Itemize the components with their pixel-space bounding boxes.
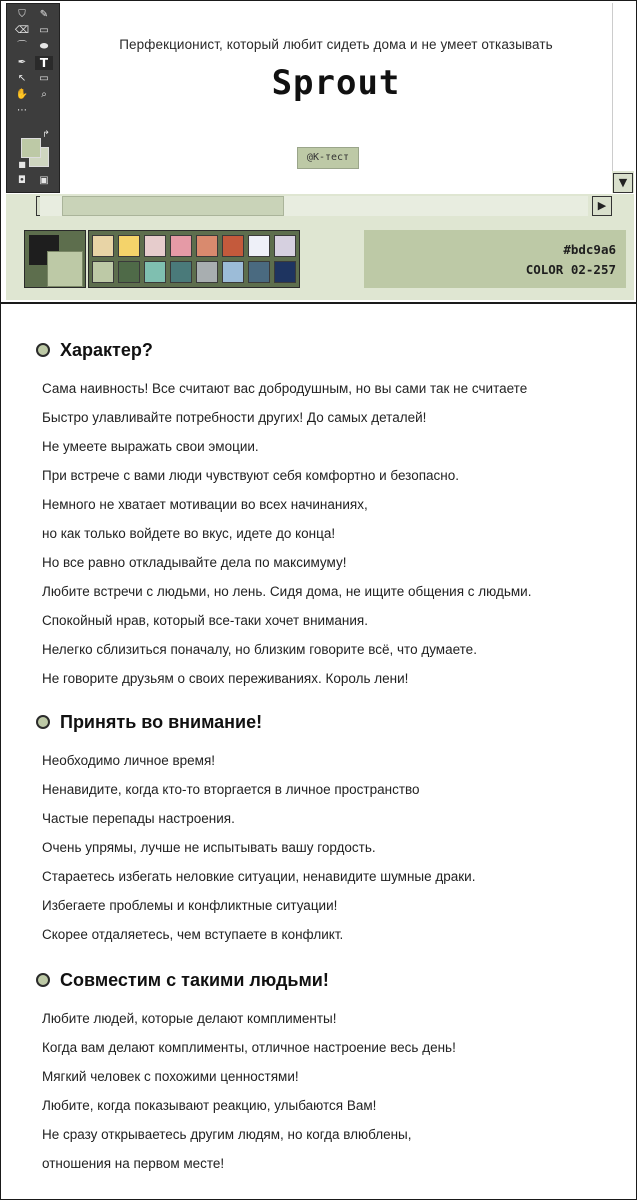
rect-icon[interactable]: ▭: [39, 73, 49, 84]
text-line: Необходимо личное время!: [42, 753, 216, 768]
color-swatch[interactable]: [248, 235, 270, 257]
section-lines: [36, 1004, 456, 1178]
tools-panel: [6, 3, 60, 193]
text-line: Частые перепады настроения.: [42, 811, 235, 826]
text-line: Немного не хватает мотивации во всех начинаниях,: [42, 497, 368, 512]
color-swatch[interactable]: [196, 235, 218, 257]
text-line: Не говорите друзьям о своих переживаниях. Король лени!: [42, 671, 409, 686]
canvas-subtitle: Перфекционист, который любит сидеть дома и не умеет отказывать: [119, 37, 553, 52]
section-character: [36, 338, 531, 693]
canvas: [60, 3, 612, 193]
text-line: При встрече с вами люди чувствуют себя комфортно и безопасно.: [42, 468, 460, 483]
color-code: COLOR 02-257: [525, 262, 616, 277]
vertical-scrollbar[interactable]: [612, 3, 634, 193]
hand-icon[interactable]: ✋: [15, 89, 29, 100]
brush-icon[interactable]: ✎: [39, 9, 49, 20]
test-tag: @K-тест: [297, 147, 359, 169]
text-line: Быстро улавливайте потребности других! До самых деталей!: [42, 410, 427, 425]
text-line: Сама наивность! Все считают вас добродушным, но вы сами так не считаете: [42, 381, 528, 396]
screen-icon[interactable]: ▣: [39, 175, 49, 186]
section-lines: [36, 374, 531, 693]
horizontal-scrollbar[interactable]: [6, 194, 634, 218]
section-title: Совместим с такими людьми!: [60, 969, 329, 990]
bullet-icon: [36, 973, 50, 987]
color-swatch[interactable]: [170, 261, 192, 283]
quickmask-icon[interactable]: ◘: [18, 175, 26, 186]
color-swatch[interactable]: [248, 261, 270, 283]
text-line: Не умеете выражать свои эмоции.: [42, 439, 259, 454]
text-line: Очень упрямы, лучше не испытывать вашу гордость.: [42, 840, 376, 855]
section-title: Принять во внимание!: [60, 711, 263, 732]
section-lines: [36, 746, 475, 949]
color-swatch[interactable]: [274, 261, 296, 283]
text-line: Нелегко сблизиться поначалу, но близким говорите всё, что думаете.: [42, 642, 477, 657]
swap-icon[interactable]: ↱: [42, 130, 50, 140]
more-icon[interactable]: ⋯: [17, 105, 27, 116]
scroll-right-icon[interactable]: ▶: [592, 196, 612, 216]
divider: [0, 302, 637, 304]
color-swatch[interactable]: [196, 261, 218, 283]
section-compatible: [36, 968, 456, 1178]
vertical-scroll-thumb[interactable]: [612, 3, 635, 171]
sprout-logo: Sprout: [271, 63, 401, 103]
type-icon[interactable]: T: [35, 56, 53, 70]
foreground-color-swatch[interactable]: [21, 138, 41, 158]
color-swatch[interactable]: [92, 235, 114, 257]
text-line: Любите, когда показывают реакцию, улыбаются Вам!: [42, 1098, 377, 1113]
select-icon[interactable]: ↖: [17, 73, 27, 84]
bucket-icon[interactable]: ⬬: [39, 41, 49, 52]
text-line: но как только войдете во вкус, идете до конца!: [42, 526, 336, 541]
default-colors-icon[interactable]: ■: [18, 160, 26, 169]
gradient-icon[interactable]: ▭: [39, 25, 49, 36]
current-colors[interactable]: [24, 230, 86, 288]
text-line: Спокойный нрав, который все-таки хочет внимания.: [42, 613, 368, 628]
bullet-icon: [36, 343, 50, 357]
color-swatch[interactable]: [274, 235, 296, 257]
text-line: Не сразу открываетесь другим людям, но когда влюблены,: [42, 1127, 412, 1142]
bullet-icon: [36, 715, 50, 729]
lasso-icon[interactable]: ⌒: [17, 41, 27, 52]
color-swatch[interactable]: [170, 235, 192, 257]
text-line: Скорее отдаляетесь, чем вступаете в конфликт.: [42, 927, 344, 942]
color-swatch[interactable]: [222, 235, 244, 257]
text-line: Когда вам делают комплименты, отличное настроение весь день!: [42, 1040, 456, 1055]
zoom-icon[interactable]: ⌕: [41, 89, 47, 100]
color-info-panel: [364, 230, 626, 288]
color-swatch[interactable]: [144, 235, 166, 257]
section-attention: [36, 710, 475, 949]
color-swatch[interactable]: [144, 261, 166, 283]
text-line: Но все равно откладывайте дела по максимуму!: [42, 555, 347, 570]
color-swatch[interactable]: [118, 235, 140, 257]
text-line: Мягкий человек с похожими ценностями!: [42, 1069, 299, 1084]
color-hex: #bdc9a6: [563, 242, 616, 257]
pen-icon[interactable]: ✒: [17, 57, 27, 68]
text-line: Избегаете проблемы и конфликтные ситуации!: [42, 898, 338, 913]
color-swatch[interactable]: [222, 261, 244, 283]
current-background-swatch[interactable]: [47, 251, 83, 287]
text-line: Ненавидите, когда кто-то вторгается в личное пространство: [42, 782, 420, 797]
horizontal-scroll-thumb[interactable]: [62, 196, 284, 216]
palette-bar: [6, 218, 634, 300]
text-line: отношения на первом месте!: [42, 1156, 225, 1171]
section-title: Характер?: [60, 339, 153, 360]
color-swatch[interactable]: [118, 261, 140, 283]
text-line: Любите людей, которые делают комплименты!: [42, 1011, 337, 1026]
scroll-down-icon[interactable]: ▼: [613, 173, 633, 193]
eraser-icon[interactable]: ⌫: [14, 25, 30, 36]
swatch-grid: [88, 230, 300, 288]
stamp-icon[interactable]: ⛉: [18, 9, 26, 20]
text-line: Любите встречи с людьми, но лень. Сидя дома, не ищите общения с людьми.: [42, 584, 532, 599]
color-swatch[interactable]: [92, 261, 114, 283]
text-line: Стараетесь избегать неловкие ситуации, ненавидите шумные драки.: [42, 869, 476, 884]
